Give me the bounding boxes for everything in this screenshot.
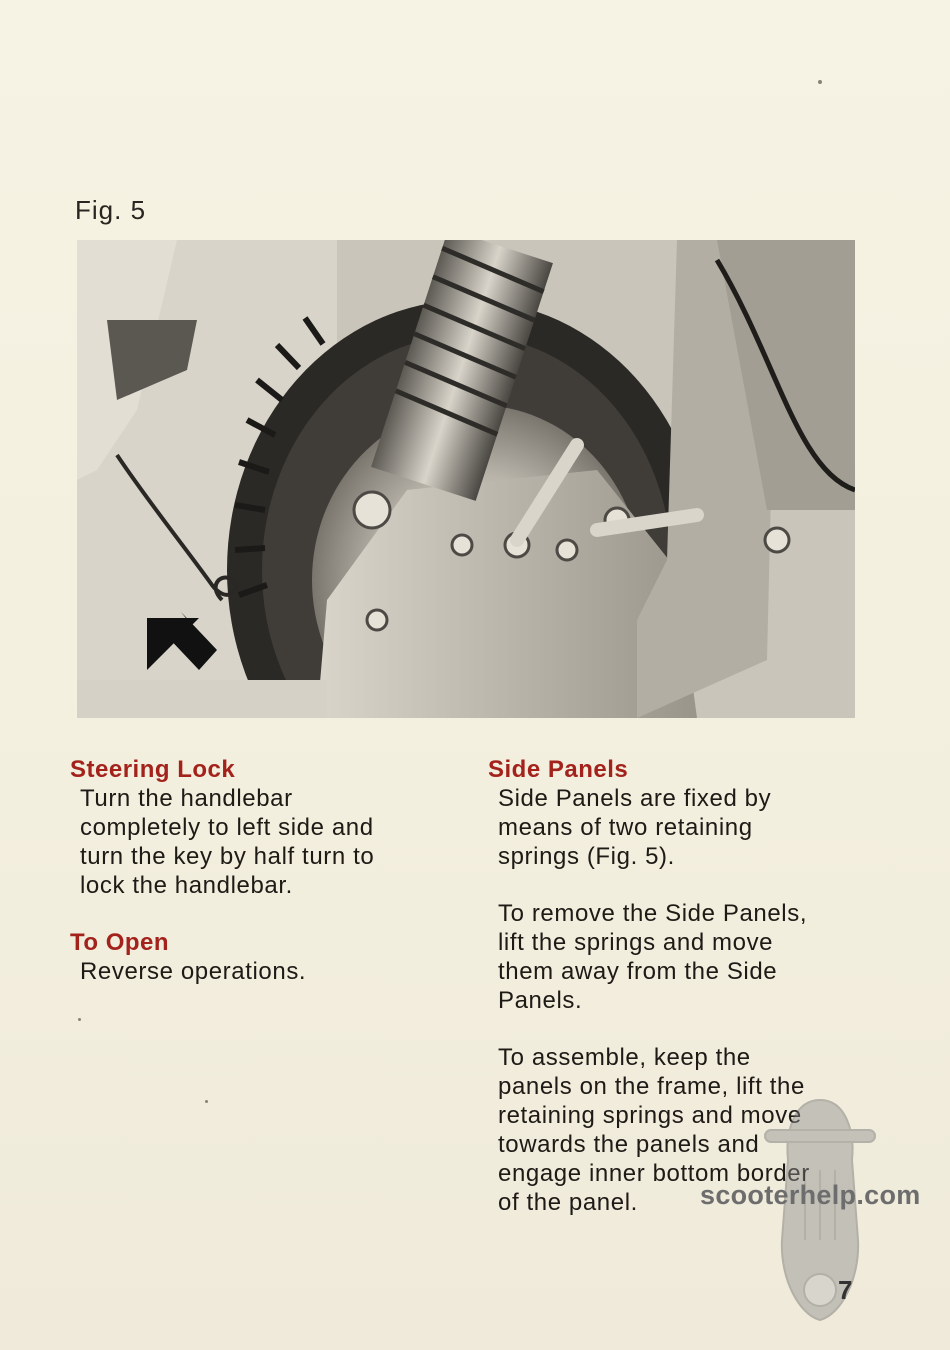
side-panels-paragraph-2: To remove the Side Panels, lift the springs and move them away from the Side Panels.: [498, 900, 808, 1014]
speck: [818, 80, 822, 84]
figure-label: Fig. 5: [75, 195, 147, 225]
figure-photo: [77, 240, 855, 718]
to-open-text: Reverse operations.: [80, 958, 307, 985]
heading-to-open: To Open: [70, 929, 170, 956]
speck: [78, 1018, 81, 1021]
heading-side-panels: Side Panels: [488, 756, 629, 783]
side-panels-paragraph-3: To assemble, keep the panels on the frame, lift the retaining springs and move towards the panels and engage inner bottom border of the panel.: [498, 1044, 810, 1216]
left-column: [70, 755, 460, 986]
speck: [205, 1100, 208, 1103]
side-panels-paragraph-1: Side Panels are fixed by means of two retaining springs (Fig. 5).: [498, 785, 772, 870]
page-number: 7: [838, 1275, 853, 1305]
steering-lock-text: Turn the handlebar completely to left side and turn the key by half turn to lock the handlebar.: [80, 785, 375, 899]
heading-steering-lock: Steering Lock: [70, 756, 236, 783]
watermark-text: scooterhelp.com: [700, 1180, 921, 1210]
scooter-rear-wheel-illustration: [77, 240, 855, 718]
